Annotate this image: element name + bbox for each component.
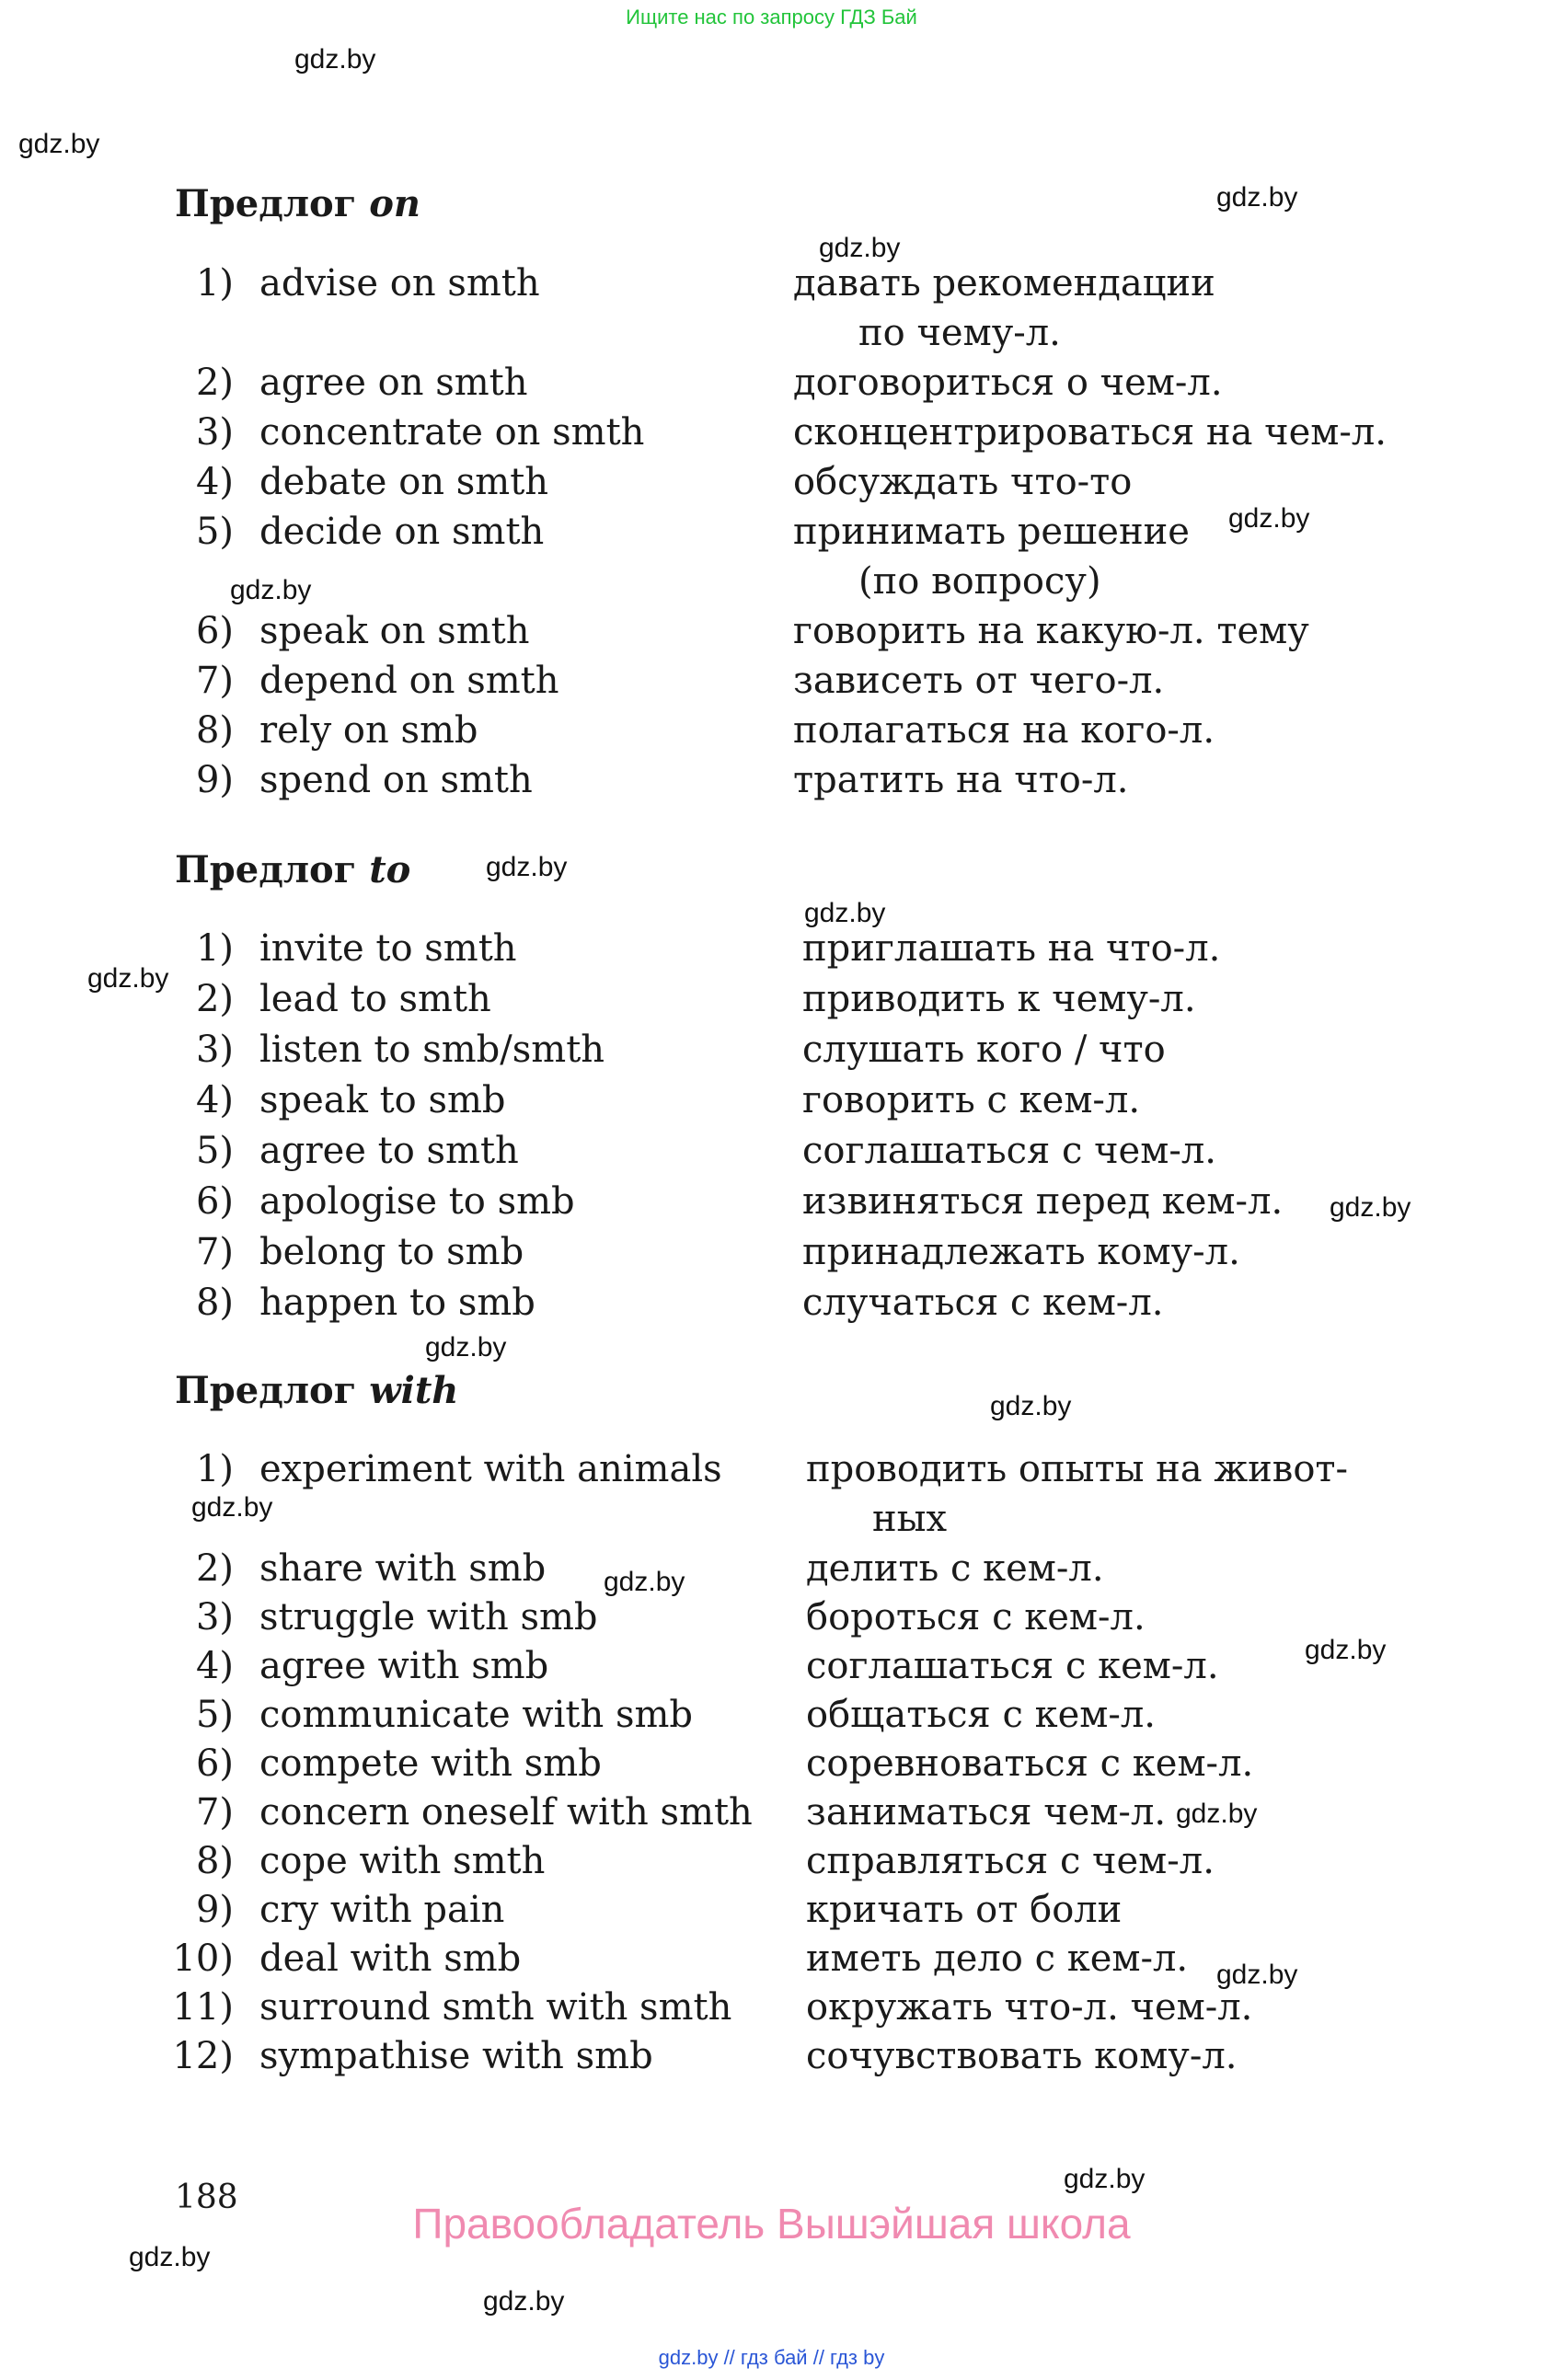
item-english: agree with smb (259, 1645, 549, 1687)
item-number: 4) (195, 1079, 234, 1121)
item-english: share with smb (259, 1547, 547, 1590)
watermark: gdz.by (604, 1567, 685, 1597)
item-russian: справляться с чем-л. (806, 1840, 1215, 1882)
item-number: 4) (195, 1645, 234, 1687)
item-english: sympathise with smb (259, 2035, 653, 2077)
item-number: 8) (195, 709, 234, 752)
watermark: gdz.by (1064, 2164, 1146, 2194)
item-russian: заниматься чем-л. (806, 1791, 1167, 1834)
item-russian: соревноваться с кем-л. (806, 1742, 1254, 1785)
item-number: 4) (195, 461, 234, 503)
item-english: decide on smth (259, 511, 545, 553)
item-number: 6) (195, 1180, 234, 1223)
item-number: 10) (172, 1937, 234, 1980)
item-russian-cont: (по вопросу) (858, 560, 1101, 603)
item-number: 5) (195, 511, 234, 553)
item-russian-cont: по чему-л. (858, 312, 1061, 354)
item-number: 3) (195, 1596, 234, 1638)
item-russian: слушать кого / что (802, 1029, 1166, 1071)
item-english: spend on smth (259, 759, 533, 801)
item-number: 1) (195, 262, 234, 305)
item-russian: принадлежать кому-л. (802, 1231, 1240, 1273)
watermark: gdz.by (483, 2286, 565, 2317)
item-number: 12) (172, 2035, 234, 2077)
footer-links[interactable]: gdz.by // гдз бай // гдз by (658, 2346, 885, 2369)
item-number: 3) (195, 411, 234, 454)
item-russian: полагаться на кого-л. (793, 709, 1215, 752)
item-number: 8) (195, 1840, 234, 1882)
item-russian: бороться с кем-л. (806, 1596, 1146, 1638)
item-number: 1) (195, 1448, 234, 1490)
item-russian: зависеть от чего-л. (793, 660, 1165, 702)
watermark: gdz.by (1216, 1960, 1298, 1990)
watermark: gdz.by (129, 2242, 211, 2272)
item-english: struggle with smb (259, 1596, 598, 1638)
watermark: gdz.by (804, 898, 886, 928)
item-number: 3) (195, 1029, 234, 1071)
item-russian: кричать от боли (806, 1889, 1123, 1931)
item-english: agree on smth (259, 362, 528, 404)
section-heading-to: Предлог to (175, 848, 411, 891)
watermark: gdz.by (1228, 503, 1310, 534)
item-number: 2) (195, 362, 234, 404)
item-russian: приводить к чему-л. (802, 978, 1196, 1020)
item-english: compete with smb (259, 1742, 602, 1785)
item-english: invite to smth (259, 927, 517, 970)
item-russian: тратить на что-л. (793, 759, 1129, 801)
item-number: 5) (195, 1694, 234, 1736)
top-banner[interactable]: Ищите нас по запросу ГДЗ Бай (626, 6, 917, 29)
watermark: gdz.by (1216, 182, 1298, 213)
item-english: experiment with animals (259, 1448, 722, 1490)
item-russian: обсуждать что-то (793, 461, 1133, 503)
item-russian: сочувствовать кому-л. (806, 2035, 1238, 2077)
item-number: 7) (195, 1791, 234, 1834)
item-english: advise on smth (259, 262, 540, 305)
item-number: 6) (195, 1742, 234, 1785)
item-russian: говорить с кем-л. (802, 1079, 1141, 1121)
item-english: agree to smth (259, 1130, 519, 1172)
watermark: gdz.by (1330, 1192, 1411, 1223)
item-russian: иметь дело с кем-л. (806, 1937, 1189, 1980)
item-russian: соглашаться с кем-л. (806, 1645, 1219, 1687)
item-russian: давать рекомендации (793, 262, 1215, 305)
item-number: 6) (195, 610, 234, 652)
item-russian: говорить на какую-л. тему (793, 610, 1309, 652)
item-russian: окружать что-л. чем-л. (806, 1986, 1253, 2029)
watermark: gdz.by (819, 233, 901, 263)
watermark: gdz.by (486, 852, 568, 882)
item-english: listen to smb/smth (259, 1029, 605, 1071)
item-russian: договориться о чем-л. (793, 362, 1223, 404)
page-number: 188 (175, 2179, 238, 2216)
item-english: depend on smth (259, 660, 559, 702)
watermark: gdz.by (425, 1332, 507, 1362)
rights-holder: Правообладатель Вышэйшая школа (412, 2200, 1131, 2248)
item-english: cope with smth (259, 1840, 546, 1882)
item-english: apologise to smb (259, 1180, 575, 1223)
watermark: gdz.by (191, 1492, 273, 1523)
watermark: gdz.by (87, 963, 169, 994)
item-russian: проводить опыты на живот- (806, 1448, 1349, 1490)
item-english: cry with pain (259, 1889, 505, 1931)
section-heading-with: Предлог with (175, 1369, 459, 1412)
item-number: 8) (195, 1282, 234, 1324)
item-russian: принимать решение (793, 511, 1190, 553)
item-russian: соглашаться с чем-л. (802, 1130, 1216, 1172)
item-number: 7) (195, 660, 234, 702)
item-russian-cont: ных (872, 1498, 948, 1540)
item-english: surround smth with smth (259, 1986, 732, 2029)
item-russian: извиняться перед кем-л. (802, 1180, 1284, 1223)
item-russian: случаться с кем-л. (802, 1282, 1164, 1324)
item-english: lead to smth (259, 978, 491, 1020)
item-english: concern oneself with smth (259, 1791, 753, 1834)
item-number: 9) (195, 1889, 234, 1931)
watermark: gdz.by (294, 44, 376, 75)
item-english: speak to smb (259, 1079, 506, 1121)
item-english: rely on smb (259, 709, 478, 752)
watermark: gdz.by (1176, 1799, 1258, 1829)
watermark: gdz.by (230, 575, 312, 605)
item-english: debate on smth (259, 461, 549, 503)
item-english: communicate with smb (259, 1694, 694, 1736)
item-number: 9) (195, 759, 234, 801)
item-english: deal with smb (259, 1937, 522, 1980)
item-english: happen to smb (259, 1282, 535, 1324)
item-russian: приглашать на что-л. (802, 927, 1221, 970)
item-number: 2) (195, 978, 234, 1020)
watermark: gdz.by (1305, 1635, 1387, 1665)
item-english: belong to smb (259, 1231, 524, 1273)
section-heading-on: Предлог on (175, 182, 420, 225)
item-number: 5) (195, 1130, 234, 1172)
item-number: 2) (195, 1547, 234, 1590)
item-russian: сконцентрироваться на чем-л. (793, 411, 1387, 454)
item-number: 1) (195, 927, 234, 970)
watermark: gdz.by (990, 1391, 1072, 1421)
item-number: 7) (195, 1231, 234, 1273)
item-russian: общаться с кем-л. (806, 1694, 1156, 1736)
watermark: gdz.by (18, 129, 100, 159)
item-english: concentrate on smth (259, 411, 645, 454)
item-russian: делить с кем-л. (806, 1547, 1104, 1590)
item-english: speak on smth (259, 610, 530, 652)
item-number: 11) (172, 1986, 234, 2029)
